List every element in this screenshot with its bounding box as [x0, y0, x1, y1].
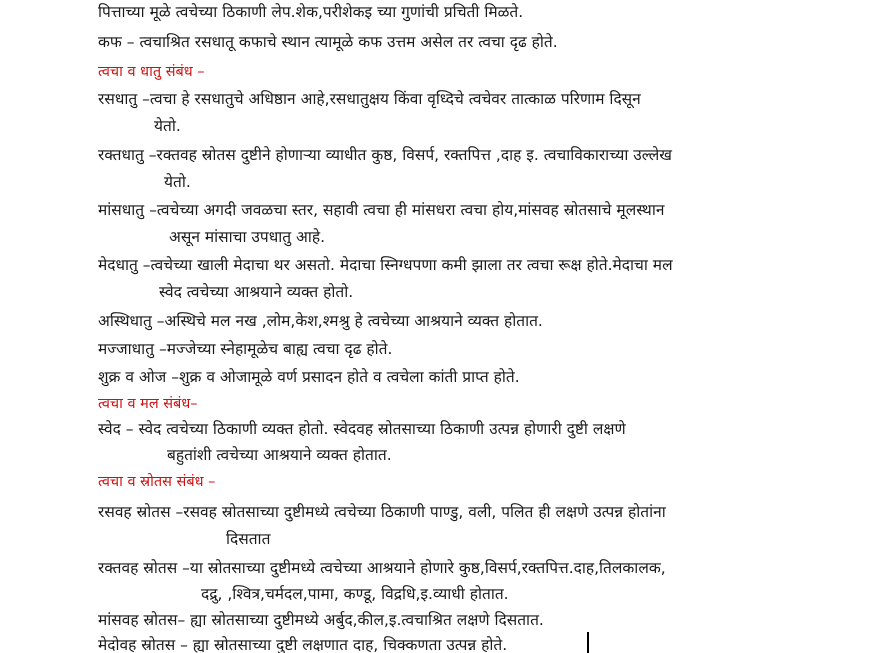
paragraph-line: रक्तधातु –रक्तवह स्रोतस दुष्टीने होणाऱ्या व्याधीत कुष्ठ, विसर्प, रक्तपित्त ,दाह इ. त्वचाविकाराच्या उल्लेख: [98, 146, 672, 164]
paragraph-line: अस्थिधातु –अस्थिचे मल नख ,लोम,केश,श्मश्रु हे त्वचेच्या आश्रयाने व्यक्त होतात.: [98, 312, 543, 330]
paragraph-line: रक्तवह स्रोतस –या स्रोतसाच्या दुष्टीमध्ये त्वचेच्या आश्रयाने होणारे कुष्ठ,विसर्प,रक्तपित्त.दाह,तिलकालक,: [98, 559, 666, 577]
paragraph-line: शुक्र व ओज –शुक्र व ओजामूळे वर्ण प्रसादन होते व त्वचेला कांती प्राप्त होते.: [98, 368, 520, 386]
paragraph-line: रसधातु –त्वचा हे रसधातुचे अधिष्ठान आहे,रसधातुक्षय किंवा वृध्दिचे त्वचेवर तात्काळ परिणाम दिसून: [98, 90, 641, 108]
paragraph-line: येतो.: [164, 173, 191, 191]
section-heading: त्वचा व मल संबंध–: [98, 396, 198, 412]
text-cursor: [587, 632, 589, 653]
paragraph-line: असून मांसाचा उपधातु आहे.: [169, 228, 326, 246]
paragraph-line: मांसधातु –त्वचेच्या अगदी जवळचा स्तर, सहावी त्वचा ही मांसधरा त्वचा होय,मांसवह स्रोतसाचे मूलस्थान: [98, 201, 665, 219]
section-heading: त्वचा व स्रोतस संबंध –: [98, 474, 216, 490]
paragraph-line: पित्ताच्या मूळे त्वचेच्या ठिकाणी लेप.शेक,परीशेकइ च्या गुणांची प्रचिती मिळते.: [98, 3, 524, 21]
paragraph-line: स्वेद – स्वेद त्वचेच्या ठिकाणी व्यक्त होतो. स्वेदवह स्रोतसाच्या ठिकाणी उत्पन्न होणारी दुष्टी लक्षणे: [98, 420, 626, 438]
section-heading: त्वचा व धातु संबंध –: [98, 64, 205, 80]
paragraph-line: येतो.: [154, 117, 181, 135]
paragraph-line: मेदधातु –त्वचेच्या खाली मेदाचा थर असतो. मेदाचा स्निग्धपणा कमी झाला तर त्वचा रूक्ष होते.मेदाचा मल: [98, 256, 673, 274]
paragraph-line: मांसवह स्रोतस– ह्या स्रोतसाच्या दुष्टीमध्ये अर्बुद,कील,इ.त्वचाश्रित लक्षणे दिसतात.: [98, 611, 544, 629]
paragraph-line: स्वेद त्वचेच्या आश्रयाने व्यक्त होतो.: [159, 283, 354, 301]
paragraph-line: मज्जाधातु –मज्जेच्या स्नेहामूळेच बाह्य त्वचा दृढ होते.: [98, 340, 393, 358]
paragraph-line: बहुतांशी त्वचेच्या आश्रयाने व्यक्त होतात.: [167, 446, 392, 464]
paragraph-line: दिसतात: [226, 530, 271, 548]
paragraph-line: दद्रु, ,श्वित्र,चर्मदल,पामा, कण्डू, विद्रधि,इ.व्याधी होतात.: [201, 585, 509, 603]
paragraph-line: मेदोवह स्रोतस – ह्या स्रोतसाच्या दुष्टी लक्षणात दाह, चिक्कणता उत्पन्न होते.: [98, 636, 508, 653]
paragraph-line: रसवह स्रोतस –रसवह स्रोतसाच्या दुष्टीमध्ये त्वचेच्या ठिकाणी पाण्डु, वली, पलित ही लक्षणे उत्पन्न होतांना: [98, 503, 666, 521]
paragraph-line: कफ – त्वचाश्रित रसधातू कफाचे स्थान त्यामूळे कफ उत्तम असेल तर त्वचा दृढ होते.: [98, 33, 558, 51]
